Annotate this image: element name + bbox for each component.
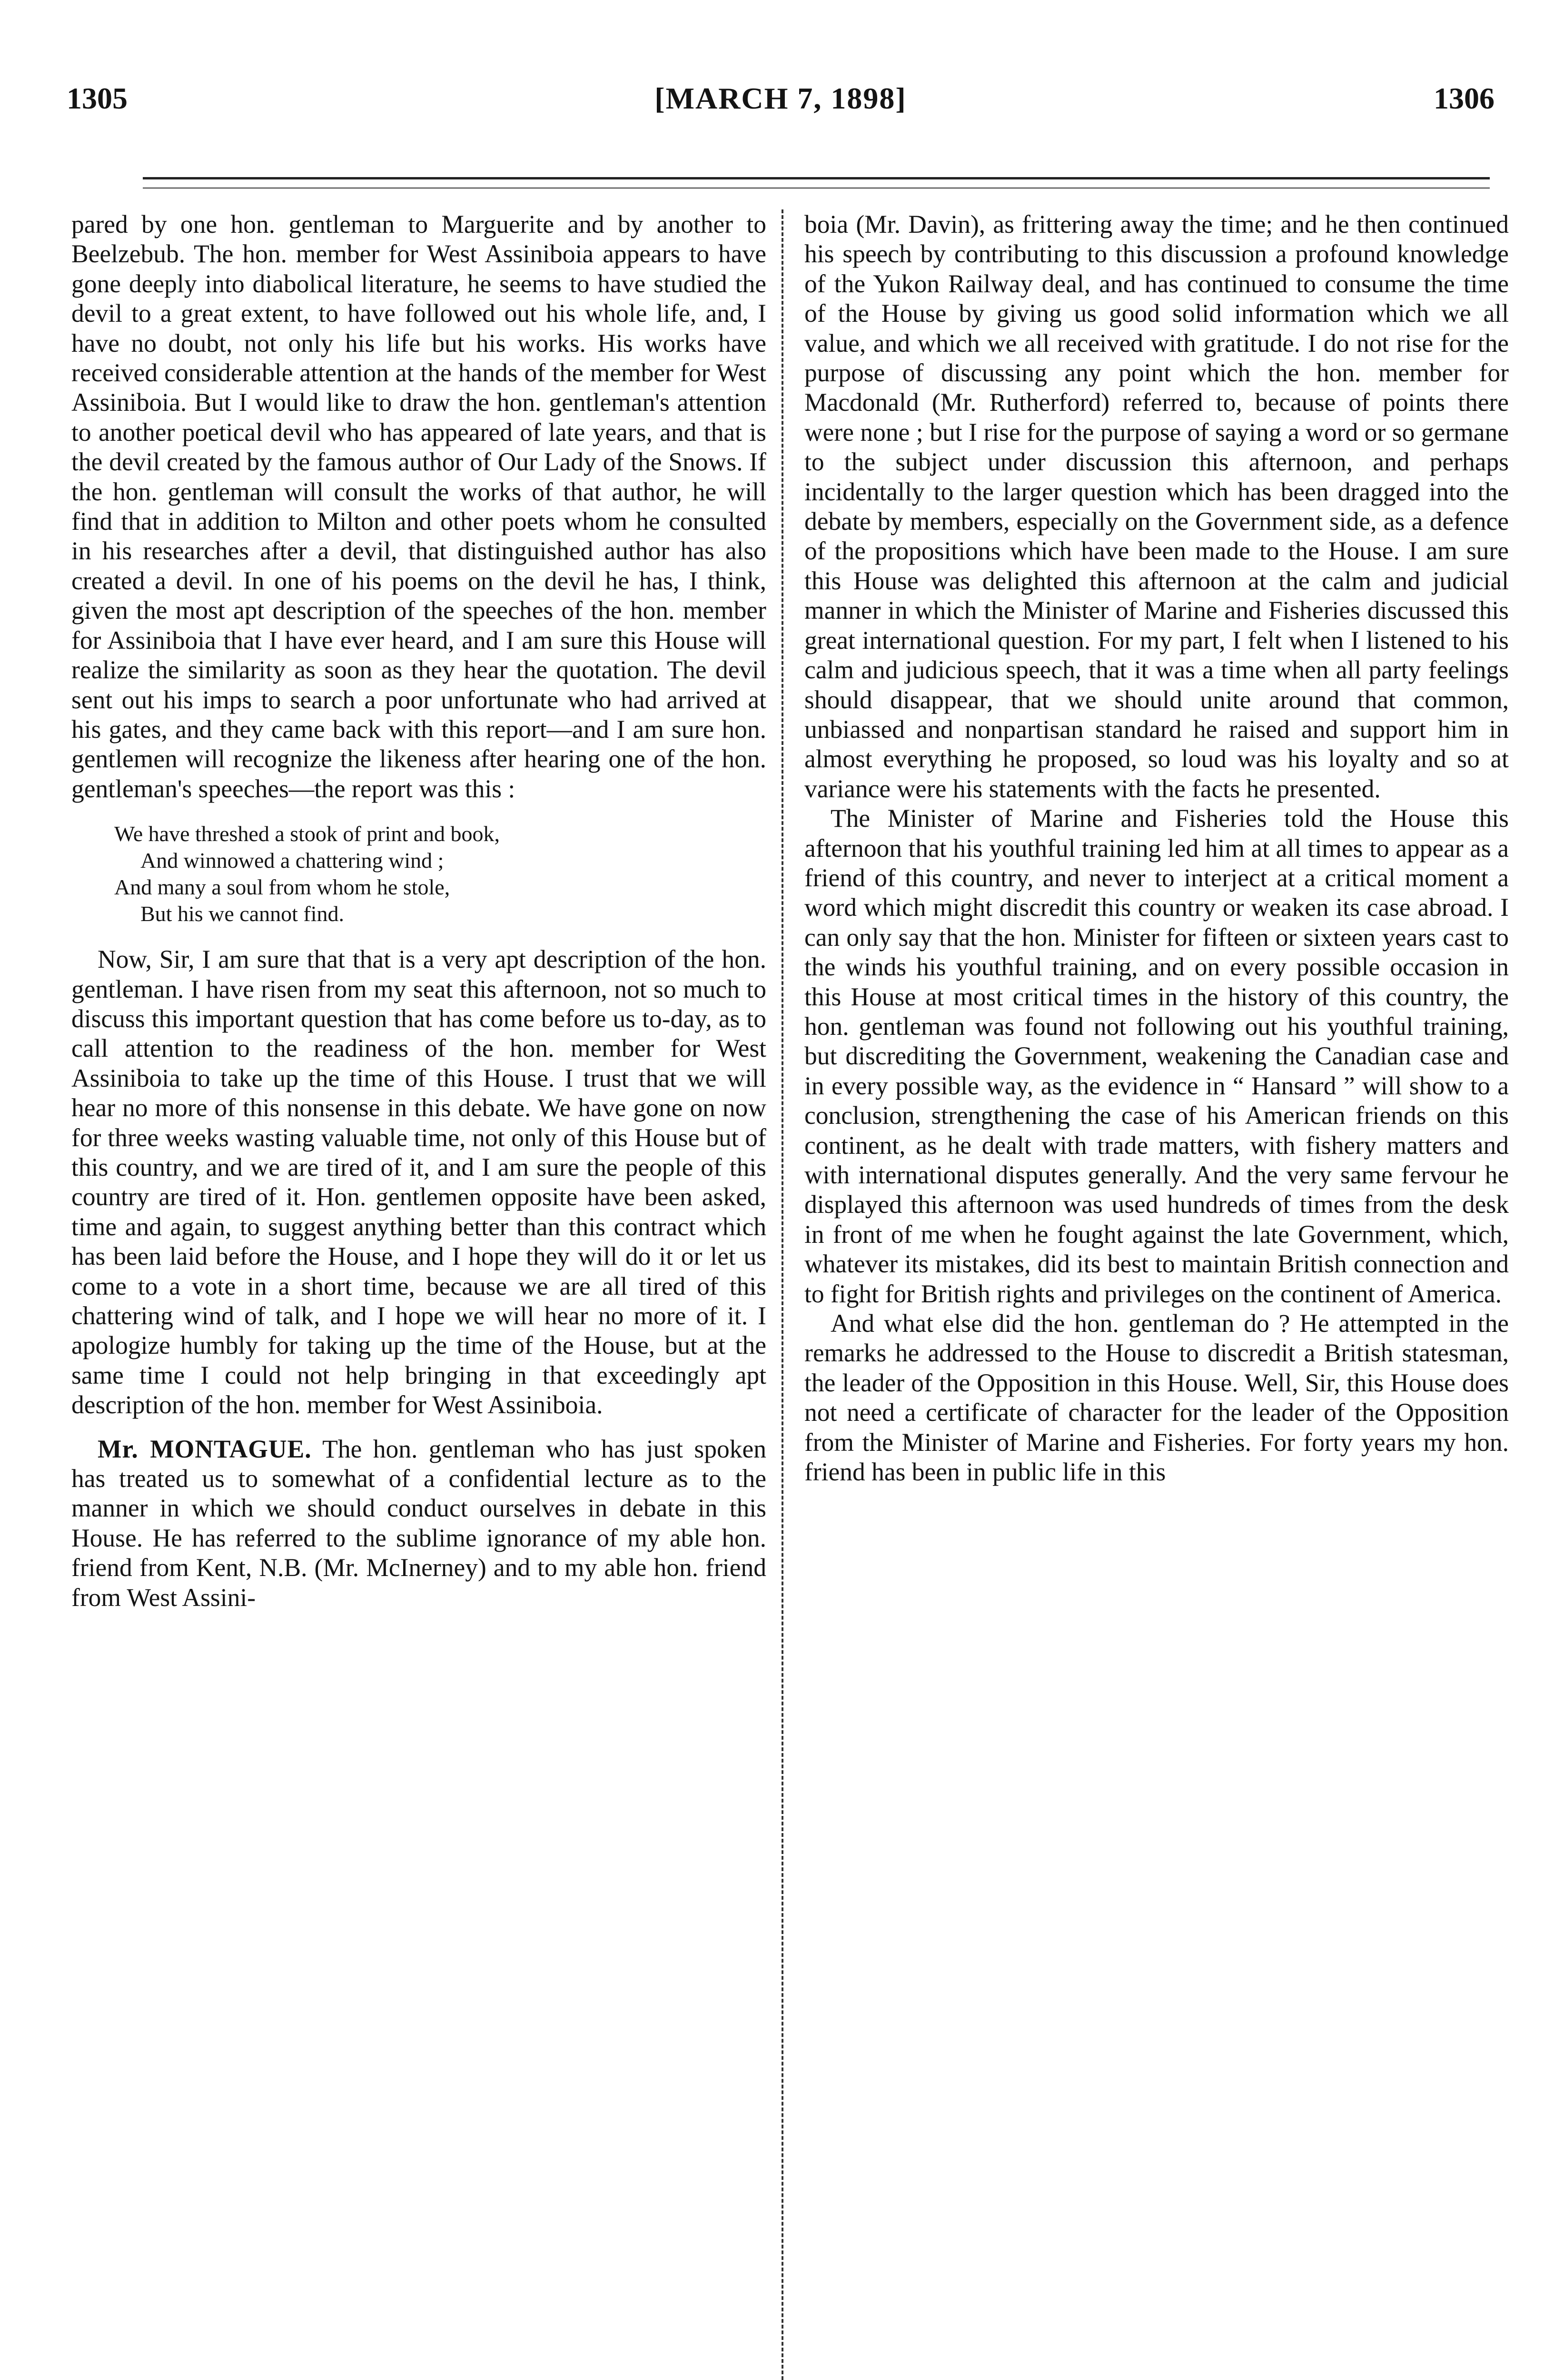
page-header	[67, 81, 1495, 133]
header-rule	[143, 177, 1490, 179]
verse-quotation	[114, 821, 766, 927]
verse-line: But his we cannot find.	[140, 902, 344, 926]
paragraph: boia (Mr. Davin), as frittering away the time; and he then continued his speech by contributing to this discussion a profound knowledge of the Yukon Railway deal, and has continued to consume the time of the House by giving us good solid information which we all value, and which we all received with gratitude. I do not rise for the purpose of discussing any point which the hon. member for Macdonald (Mr. Rutherford) referred to, because of points there were none ; but I rise for the purpose of saying a word or so germane to the subject under discussion this afternoon, and perhaps incidentally to the larger question which has been dragged into the debate by members, especially on the Government side, as a defence of the propositions which have been made to the House. I am sure this House was delighted this afternoon at the calm and judicial manner in which the Minister of Marine and Fisheries discussed this great international question. For my part, I felt when I listened to his calm and judicious speech, that it was a time when all party feelings should disappear, that we should unite around that common, unbiassed and nonpartisan standard he raised and support him in almost everything he proposed, so loud was his loyalty and so at variance were his statements with the facts he presented.	[804, 210, 1509, 803]
page-number-right: 1306	[1434, 81, 1495, 115]
speech-text: The hon. gentleman who has just spoken has treated us to somewhat of a confidential lecture as to the manner in which we should conduct ourselves in debate in this House. He has referred to the sublime ignorance of my able hon. friend from Kent, N.B. (Mr. McInerney) and to my able hon. friend from West Assini-	[71, 1434, 766, 1612]
paragraph: pared by one hon. gentleman to Marguerite and by another to Beelzebub. The hon. member for West Assiniboia appears to have gone deeply into diabolical literature, he seems to have studied the devil to a great extent, to have followed out his whole life, and, I have no doubt, not only his life but his works. His works have received considerable attention at the hands of the member for West Assiniboia. But I would like to draw the hon. gentleman's attention to another poetical devil who has appeared of late years, and that is the devil created by the famous author of Our Lady of the Snows. If the hon. gentleman will consult the works of that author, he will find that in addition to Milton and other poets whom he consulted in his researches after a devil, that distinguished author has also created a devil. In one of his poems on the devil he has, I think, given the most apt description of the speeches of the hon. member for Assiniboia that I have ever heard, and I am sure this House will realize the similarity as soon as they hear the quotation. The devil sent out his imps to search a poor unfortunate who had arrived at his gates, and they came back with this report—and I am sure hon. gentlemen will recognize the likeness after hearing one of the hon. gentleman's speeches—the report was this :	[71, 210, 766, 803]
speech-paragraph	[71, 1434, 766, 1612]
page-number-left: 1305	[67, 81, 128, 115]
verse-line: And winnowed a chattering wind ;	[140, 848, 444, 873]
paragraph: And what else did the hon. gentleman do ? He attempted in the remarks he addressed to the House to discredit a British statesman, the leader of the Opposition in this House. Well, Sir, this House does not need a certificate of character for the leader of the Opposition from the Minister of Marine and Fisheries. For forty years my hon. friend has been in public life in this	[804, 1309, 1509, 1487]
paragraph: The Minister of Marine and Fisheries told the House this afternoon that his youthful training led him at all times to appear as a friend of this country, and never to interject at a critical moment a word which might discredit this country or weaken its case abroad. I can only say that the hon. Minister for fifteen or sixteen years cast to the winds his youthful training, and on every possible occasion in this House at most critical times in the history of this country, the hon. gentleman was found not following out his youthful training, but discrediting the Government, weakening the Canadian case and in every possible way, as the evidence in “ Hansard ” will show to a conclusion, strengthening the case of his American friends on this continent, as he dealt with trade matters, with fishery matters and with international disputes generally. And the very same fervour he displayed this afternoon was used hundreds of times from the desk in front of me when he fought against the late Government, which, whatever its mistakes, did its best to maintain British connection and to fight for British rights and privileges on the continent of America.	[804, 804, 1509, 1308]
column-divider	[782, 209, 783, 2380]
paragraph: Now, Sir, I am sure that that is a very apt description of the hon. gentleman. I have risen from my seat this afternoon, not so much to discuss this important question that has come before us to-day, as to call attention to the readiness of the hon. member for West Assiniboia to take up the time of this House. I trust that we will hear no more of this nonsense in this debate. We have gone on now for three weeks wasting valuable time, not only of this House but of this country, and we are tired of it, and I am sure the people of this country are tired of it. Hon. gentlemen opposite have been asked, time and again, to suggest anything better than this contract which has been laid before the House, and I hope they will do it or let us come to a vote in a short time, because we are all tired of this chattering wind of talk, and I hope we will hear no more of it. I apologize humbly for taking up the time of the House, but at the same time I could not help bringing in that exceedingly apt description of the hon. member for West Assiniboia.	[71, 945, 766, 1419]
speaker-name: Mr. MONTAGUE.	[98, 1434, 312, 1463]
verse-line: And many a soul from whom he stole,	[114, 875, 450, 900]
verse-line: We have threshed a stook of print and book,	[114, 822, 500, 846]
right-column	[804, 209, 1509, 1487]
left-column	[71, 209, 766, 1612]
page-date-title: [MARCH 7, 1898]	[654, 81, 907, 115]
